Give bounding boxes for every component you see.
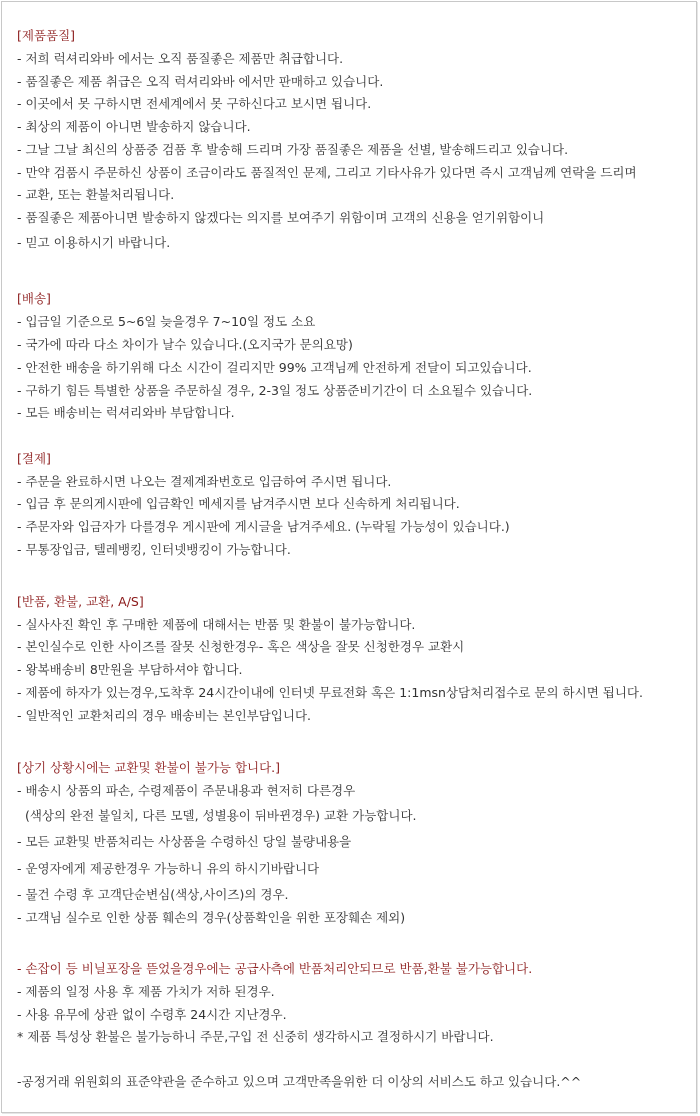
no-refund-line: - 모든 교환및 반품처리는 사상품을 수령하신 당일 불량내용을 (17, 834, 352, 849)
no-refund-line: - 물건 수령 후 고객단순변심(색상,사이즈)의 경우. (17, 887, 289, 902)
quality-line: - 품질좋은 제품 취급은 오직 럭셔리와바 에서만 판매하고 있습니다. (17, 74, 384, 89)
shipping-line: - 입금일 기준으로 5~6일 늦을경우 7~10일 정도 소요 (17, 314, 316, 329)
no-refund-line: - 고객님 실수로 인한 상품 훼손의 경우(상품확인을 위한 포장훼손 제외) (17, 910, 406, 925)
section-heading-no-refund: [상기 상황시에는 교환및 환불이 불가능 합니다.] (17, 760, 281, 775)
section-heading-quality: [제품품질] (17, 28, 76, 43)
returns-line: - 본인실수로 인한 사이즈를 잘못 신청한경우- 혹은 색상을 잘못 신청한경우 교환시 (17, 639, 465, 654)
no-refund-line: (색상의 완전 불일치, 다른 모델, 성별용이 뒤바뀐경우) 교환 가능합니다. (17, 808, 417, 823)
shipping-line: - 모든 배송비는 럭셔리와바 부담합니다. (17, 405, 235, 420)
misc-line: * 제품 특성상 환불은 불가능하니 주문,구입 전 신중히 생각하시고 결정하시기 바랍니다. (17, 1029, 494, 1044)
section-heading-shipping: [배송] (17, 291, 51, 306)
quality-line: - 저희 럭셔리와바 에서는 오직 품질좋은 제품만 취급합니다. (17, 51, 344, 66)
shipping-line: - 안전한 배송을 하기위해 다소 시간이 걸리지만 99% 고객님께 안전하게 전달이 되고있습니다. (17, 360, 532, 375)
payment-line: - 주문자와 입금자가 다를경우 게시판에 게시글을 남겨주세요. (누락될 가능성이 있습니다.) (17, 519, 510, 534)
section-heading-payment: [결제] (17, 451, 51, 466)
no-refund-line: - 배송시 상품의 파손, 수령제품이 주문내용과 현저히 다른경우 (17, 783, 356, 798)
payment-line: - 무통장입금, 텔레뱅킹, 인터넷뱅킹이 가능합니다. (17, 542, 291, 557)
quality-line: - 그날 그날 최신의 상품중 검품 후 발송해 드리며 가장 품질좋은 제품을 선별, 발송해드리고 있습니다. (17, 142, 569, 157)
quality-line: - 믿고 이용하시기 바랍니다. (17, 235, 171, 250)
returns-line: - 제품에 하자가 있는경우,도착후 24시간이내에 인터넷 무료전화 혹은 1:1msn상담처리접수로 문의 하시면 됩니다. (17, 685, 643, 700)
quality-line: - 교환, 또는 환불처리됩니다. (17, 187, 175, 202)
quality-line: - 품질좋은 제품아니면 발송하지 않겠다는 의지를 보여주기 위함이며 고객의 신용을 얻기위함이니 (17, 210, 545, 225)
packaging-warning: - 손잡이 등 비닐포장을 뜯었을경우에는 공급사측에 반품처리안되므로 반품,환불 불가능합니다. (17, 961, 533, 976)
payment-line: - 입금 후 문의게시판에 입금확인 메세지를 남겨주시면 보다 신속하게 처리됩니다. (17, 496, 460, 511)
returns-line: - 왕복배송비 8만원을 부담하셔야 합니다. (17, 662, 243, 677)
shipping-line: - 구하기 힘든 특별한 상품을 주문하실 경우, 2-3일 정도 상품준비기간이 더 소요될수 있습니다. (17, 383, 533, 398)
shipping-line: - 국가에 따라 다소 차이가 날수 있습니다.(오지국가 문의요망) (17, 337, 353, 352)
quality-line: - 만약 검품시 주문하신 상품이 조금이라도 품질적인 문제, 그리고 기타사유가 있다면 즉시 고객님께 연락을 드리며 (17, 165, 637, 180)
returns-line: - 일반적인 교환처리의 경우 배송비는 본인부담입니다. (17, 708, 312, 723)
payment-line: - 주문을 완료하시면 나오는 결제계좌번호로 입금하여 주시면 됩니다. (17, 474, 392, 489)
misc-line: - 사용 유무에 상관 없이 수령후 24시간 지난경우. (17, 1007, 287, 1022)
returns-line: - 실사사진 확인 후 구매한 제품에 대해서는 반품 및 환불이 불가능합니다. (17, 617, 416, 632)
misc-line: - 제품의 일정 사용 후 제품 가치가 저하 된경우. (17, 984, 275, 999)
section-heading-returns: [반품, 환불, 교환, A/S] (17, 594, 144, 609)
no-refund-line: - 운영자에게 제공한경우 가능하니 유의 하시기바랍니다 (17, 861, 320, 876)
quality-line: - 이곳에서 못 구하시면 전세계에서 못 구하신다고 보시면 됩니다. (17, 96, 372, 111)
footer-note: -공정거래 위원회의 표준약관을 준수하고 있으며 고객만족을위한 더 이상의 서비스도 하고 있습니다.^^ (17, 1074, 582, 1089)
quality-line: - 최상의 제품이 아니면 발송하지 않습니다. (17, 119, 251, 134)
